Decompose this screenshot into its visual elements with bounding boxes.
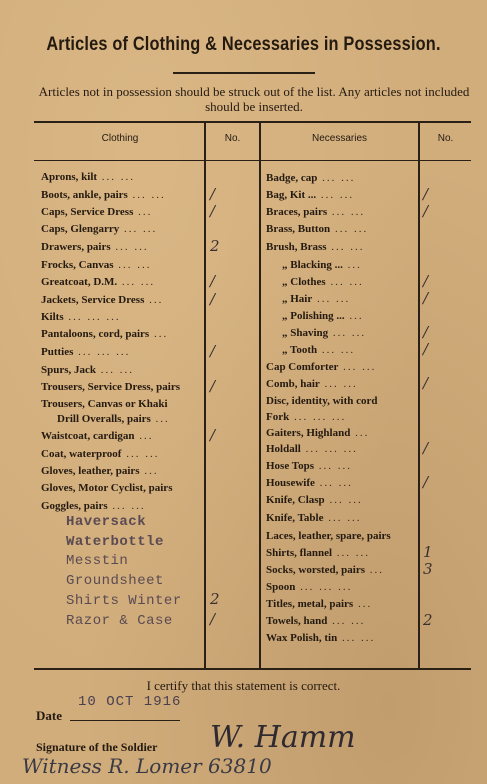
witness-signature: Witness R. Lomer 63810 bbox=[22, 754, 272, 778]
list-item bbox=[266, 189, 354, 201]
item-count: / bbox=[423, 202, 429, 220]
list-item bbox=[266, 361, 376, 373]
list-item bbox=[41, 311, 121, 323]
item-label: Badge, cap bbox=[266, 172, 318, 184]
leader-dots: ... ... bbox=[332, 547, 371, 559]
list-item bbox=[41, 500, 146, 512]
leader-dots: ... ... bbox=[330, 223, 369, 235]
item-label: Titles, metal, pairs bbox=[266, 598, 354, 610]
list-item bbox=[41, 465, 159, 477]
item-count: / bbox=[210, 290, 216, 308]
date-label: Date bbox=[36, 708, 62, 723]
item-label: Shirts, flannel bbox=[266, 547, 333, 559]
leader-dots: ... bbox=[350, 427, 370, 439]
item-label: „ Polishing ... bbox=[282, 310, 345, 322]
leader-dots: ... ... ... bbox=[63, 311, 121, 323]
item-label: Jackets, Service Dress bbox=[41, 294, 145, 306]
list-item bbox=[266, 632, 375, 644]
item-label: Bag, Kit ... bbox=[266, 189, 317, 201]
leader-dots: ... ... bbox=[319, 378, 358, 390]
leader-dots: ... ... bbox=[325, 276, 364, 288]
leader-dots: ... bbox=[149, 328, 169, 340]
item-label: Brass, Button bbox=[266, 223, 331, 235]
item-label: Greatcoat, D.M. bbox=[41, 276, 118, 288]
item-label: Goggles, pairs bbox=[41, 500, 108, 512]
item-count: 2 bbox=[210, 590, 220, 608]
leader-dots: ... ... bbox=[113, 259, 152, 271]
list-item bbox=[282, 259, 362, 271]
item-count: / bbox=[423, 439, 429, 457]
list-item bbox=[266, 443, 358, 455]
list-item bbox=[266, 223, 368, 235]
list-item bbox=[282, 327, 366, 339]
item-label: Gloves, leather, pairs bbox=[41, 465, 140, 477]
item-label: Gaiters, Highland bbox=[266, 427, 351, 439]
list-item bbox=[266, 477, 353, 489]
item-label: Disc, identity, with cord bbox=[266, 395, 378, 407]
item-label: Spurs, Jack bbox=[41, 364, 97, 376]
item-label: Kilts bbox=[41, 311, 64, 323]
item-label: Knife, Clasp bbox=[266, 494, 325, 506]
list-item bbox=[41, 381, 180, 393]
item-label: Putties bbox=[41, 346, 74, 358]
leader-dots: ... ... bbox=[119, 223, 158, 235]
item-label: Brush, Brass bbox=[266, 241, 327, 253]
item-count: / bbox=[210, 185, 216, 203]
item-count: 2 bbox=[210, 237, 220, 255]
item-label: Spoon bbox=[266, 581, 296, 593]
leader-dots: ... ... bbox=[327, 615, 366, 627]
list-item bbox=[41, 482, 172, 494]
no-header-right: No. bbox=[437, 133, 454, 144]
item-count: / bbox=[423, 374, 429, 392]
item-count: / bbox=[423, 289, 429, 307]
item-label: Aprons, kilt bbox=[41, 171, 98, 183]
list-item bbox=[266, 411, 346, 423]
leader-dots: ... ... bbox=[107, 500, 146, 512]
no-header-left: No. bbox=[224, 133, 241, 144]
certification-text: I certify that this statement is correct. bbox=[146, 678, 341, 693]
list-item bbox=[41, 171, 135, 183]
item-label: Trousers, Service Dress, pairs bbox=[41, 381, 181, 393]
leader-dots: ... ... bbox=[324, 494, 363, 506]
list-item bbox=[41, 398, 168, 410]
list-item bbox=[282, 310, 364, 322]
leader-dots: ... bbox=[150, 413, 170, 425]
list-item bbox=[266, 206, 365, 218]
item-label: Trousers, Canvas or Khaki bbox=[41, 398, 168, 410]
list-item bbox=[266, 172, 355, 184]
column-divider bbox=[259, 121, 261, 670]
list-item bbox=[266, 564, 384, 576]
list-item bbox=[266, 378, 358, 390]
leader-dots: ... ... bbox=[121, 448, 160, 460]
list-item bbox=[41, 276, 155, 288]
item-label: „ Hair bbox=[282, 293, 313, 305]
form-title: Articles of Clothing & Necessaries in Possession. bbox=[46, 34, 441, 55]
list-item bbox=[266, 530, 391, 542]
form-instructions: Articles not in possession should be struck out of the list. Any articles not included should be inserted. bbox=[38, 84, 470, 114]
necessaries-header: Necessaries bbox=[311, 133, 368, 144]
leader-dots: ... ... bbox=[316, 189, 355, 201]
leader-dots: ... bbox=[344, 310, 364, 322]
stamped-item: Messtin bbox=[66, 553, 129, 569]
column-divider bbox=[204, 121, 206, 670]
item-label: „ Blacking ... bbox=[282, 259, 343, 271]
date-stamp: 10 OCT 1916 bbox=[78, 694, 182, 710]
leader-dots: ... ... bbox=[317, 172, 356, 184]
stamped-item: Razor & Case bbox=[66, 613, 173, 629]
leader-dots: ... ... ... bbox=[295, 581, 353, 593]
list-item bbox=[41, 189, 166, 201]
list-item bbox=[266, 494, 363, 506]
list-item bbox=[41, 206, 152, 218]
item-label: Cap Comforter bbox=[266, 361, 339, 373]
list-item bbox=[266, 427, 369, 439]
item-label: Housewife bbox=[266, 477, 315, 489]
stamped-item: Haversack bbox=[66, 514, 147, 530]
item-label: „ Clothes bbox=[282, 276, 326, 288]
item-label: Socks, worsted, pairs bbox=[266, 564, 366, 576]
list-item bbox=[41, 430, 154, 442]
item-label: Braces, pairs bbox=[266, 206, 328, 218]
leader-dots: ... ... bbox=[117, 276, 156, 288]
list-item bbox=[266, 547, 370, 559]
leader-dots: ... bbox=[133, 206, 153, 218]
stamped-item: Shirts Winter bbox=[66, 593, 182, 609]
item-count: / bbox=[423, 272, 429, 290]
leader-dots: ... ... ... bbox=[300, 443, 358, 455]
item-count: / bbox=[210, 272, 216, 290]
item-label: Laces, leather, spare, pairs bbox=[266, 530, 391, 542]
leader-dots: ... ... bbox=[328, 327, 367, 339]
stamped-item: Groundsheet bbox=[66, 573, 164, 589]
leader-dots: ... ... bbox=[312, 293, 351, 305]
item-label: Frocks, Canvas bbox=[41, 259, 114, 271]
list-item bbox=[41, 448, 159, 460]
list-item bbox=[41, 294, 163, 306]
item-label: Hose Tops bbox=[266, 460, 314, 472]
leader-dots: ... ... bbox=[96, 364, 135, 376]
leader-dots: ... bbox=[134, 430, 154, 442]
item-label: Drawers, pairs bbox=[41, 241, 111, 253]
item-label: „ Tooth bbox=[282, 344, 318, 356]
item-count: 2 bbox=[423, 611, 433, 629]
item-count: / bbox=[210, 377, 216, 395]
item-label: Towels, hand bbox=[266, 615, 328, 627]
item-count: / bbox=[423, 473, 429, 491]
leader-dots: ... bbox=[342, 259, 362, 271]
leader-dots: ... ... bbox=[127, 189, 166, 201]
item-label: Caps, Glengarry bbox=[41, 223, 120, 235]
leader-dots: ... ... bbox=[326, 241, 365, 253]
leader-dots: ... bbox=[353, 598, 373, 610]
item-count: / bbox=[210, 610, 216, 628]
item-label: „ Shaving bbox=[282, 327, 329, 339]
leader-dots: ... ... ... bbox=[73, 346, 131, 358]
leader-dots: ... ... bbox=[327, 206, 366, 218]
leader-dots: ... ... bbox=[323, 512, 362, 524]
item-label: Waistcoat, cardigan bbox=[41, 430, 135, 442]
clothing-header: Clothing bbox=[101, 133, 139, 144]
leader-dots: ... ... bbox=[338, 361, 377, 373]
list-item bbox=[57, 413, 170, 425]
date-line bbox=[70, 720, 180, 721]
item-label: Coat, waterproof bbox=[41, 448, 122, 460]
item-label: Wax Polish, tin bbox=[266, 632, 338, 644]
item-count: / bbox=[423, 185, 429, 203]
list-item bbox=[41, 241, 149, 253]
list-item bbox=[266, 512, 361, 524]
leader-dots: ... ... bbox=[110, 241, 149, 253]
leader-dots: ... ... bbox=[337, 632, 376, 644]
item-label: Pantaloons, cord, pairs bbox=[41, 328, 150, 340]
leader-dots: ... bbox=[139, 465, 159, 477]
list-item bbox=[266, 598, 372, 610]
item-count: / bbox=[210, 426, 216, 444]
list-item bbox=[266, 581, 352, 593]
leader-dots: ... ... ... bbox=[289, 411, 347, 423]
item-count: / bbox=[423, 340, 429, 358]
leader-dots: ... ... bbox=[314, 460, 352, 472]
list-item bbox=[266, 460, 352, 472]
list-item bbox=[41, 346, 130, 358]
leader-dots: ... ... bbox=[97, 171, 136, 183]
item-label: Drill Overalls, pairs bbox=[57, 413, 151, 425]
item-label: Fork bbox=[266, 411, 290, 423]
list-item bbox=[266, 615, 365, 627]
item-label: Holdall bbox=[266, 443, 301, 455]
signature-label: Signature of the Soldier bbox=[36, 740, 158, 754]
list-item bbox=[41, 259, 152, 271]
leader-dots: ... ... bbox=[314, 477, 353, 489]
item-label: Comb, hair bbox=[266, 378, 320, 390]
item-count: / bbox=[423, 323, 429, 341]
item-count: / bbox=[210, 202, 216, 220]
list-item bbox=[41, 223, 157, 235]
leader-dots: ... bbox=[365, 564, 385, 576]
title-underline bbox=[173, 72, 315, 74]
soldier-signature: W. Hamm bbox=[210, 720, 356, 755]
list-item bbox=[282, 344, 355, 356]
header-rule bbox=[34, 160, 471, 161]
list-item bbox=[266, 395, 378, 407]
list-item bbox=[41, 328, 168, 340]
leader-dots: ... bbox=[144, 294, 164, 306]
stamped-item: Waterbottle bbox=[66, 534, 164, 550]
item-label: Boots, ankle, pairs bbox=[41, 189, 128, 201]
item-count: / bbox=[210, 342, 216, 360]
list-item bbox=[282, 293, 350, 305]
list-item bbox=[282, 276, 364, 288]
list-item bbox=[41, 364, 134, 376]
item-label: Knife, Table bbox=[266, 512, 324, 524]
item-label: Gloves, Motor Cyclist, pairs bbox=[41, 482, 173, 494]
item-label: Caps, Service Dress bbox=[41, 206, 134, 218]
list-item bbox=[266, 241, 365, 253]
leader-dots: ... ... bbox=[317, 344, 356, 356]
item-count: 3 bbox=[423, 560, 433, 578]
item-count: 1 bbox=[423, 543, 433, 561]
column-divider bbox=[418, 121, 420, 670]
